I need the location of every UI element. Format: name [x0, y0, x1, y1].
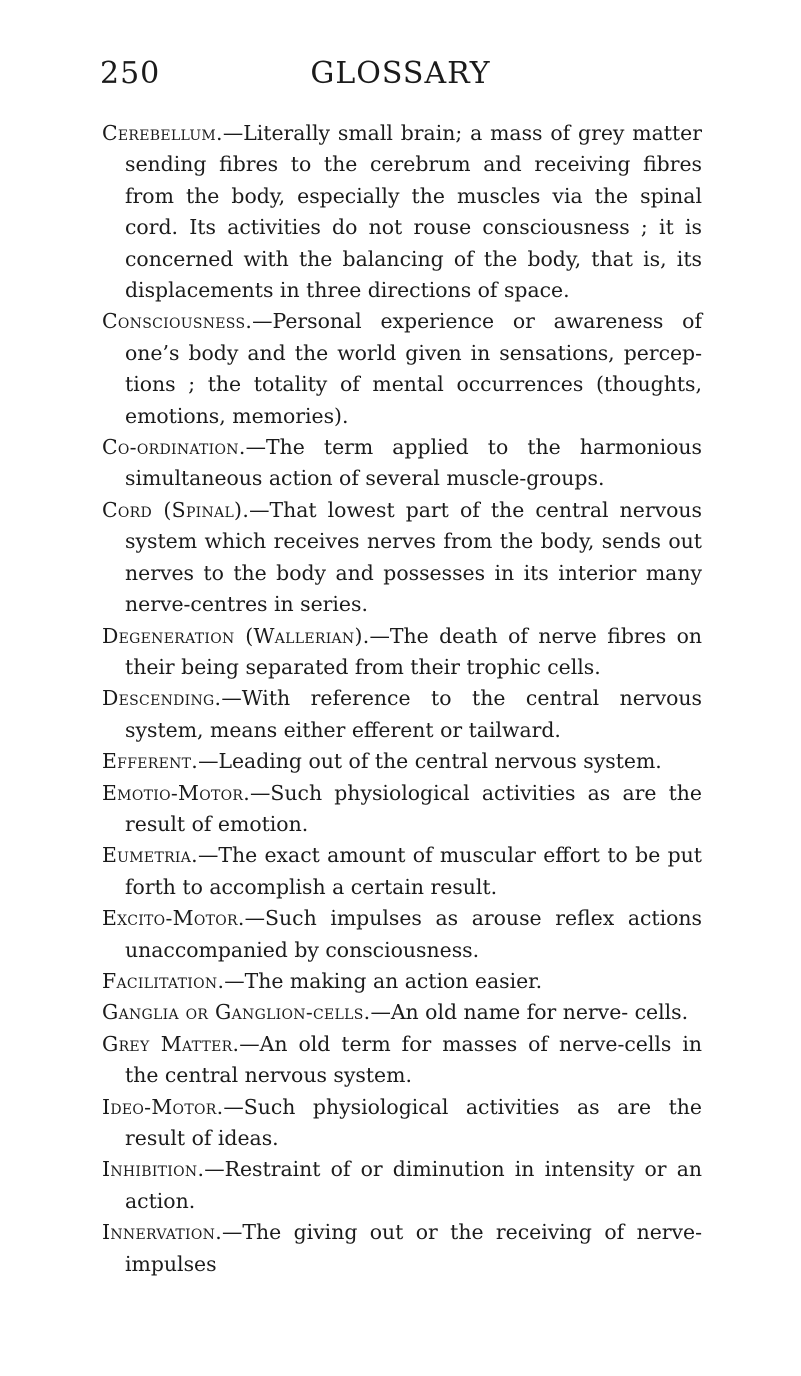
page-title: GLOSSARY — [310, 56, 491, 91]
glossary-entry-emotio-motor — [102, 778, 702, 841]
entry-term: Co-ordination. — [102, 435, 246, 460]
entry-term: Descending. — [102, 686, 222, 711]
glossary-entries — [102, 118, 702, 1280]
entry-term: Excito-Motor. — [102, 906, 245, 931]
glossary-entry-grey-matter — [102, 1029, 702, 1092]
entry-definition: —An old name for nerve- cells. — [370, 1000, 689, 1025]
glossary-entry-degeneration — [102, 621, 702, 684]
entry-term: Ideo-Motor. — [102, 1094, 224, 1119]
entry-term: Emotio-Motor. — [102, 780, 251, 805]
glossary-entry-cord-spinal — [102, 495, 702, 621]
entry-definition: —Restraint of or diminution in intensity or an action. — [125, 1157, 702, 1213]
entry-definition: —Literally small brain; a mass of grey matter sending fibres to the cerebrum and receiving fibres from the body, especially the muscles via the spinal cord. Its activities do not rouse consciousness ; it is concerned with the balancing of the body, that is, its displacements in three directions of space. — [125, 121, 702, 303]
entry-definition: —Leading out of the central nervous system. — [198, 749, 662, 774]
entry-term: Ganglia or Ganglion-cells. — [102, 1000, 371, 1025]
glossary-entry-ganglia — [102, 997, 702, 1028]
entry-term: Eumetria. — [102, 843, 198, 868]
entry-definition: —Such physiological activities as are the result of ideas. — [125, 1094, 702, 1150]
entry-definition: —The giving out or the receiving of nerve- impulses — [125, 1220, 702, 1276]
entry-term: Consciousness. — [102, 309, 253, 334]
glossary-entry-inhibition — [102, 1154, 702, 1217]
entry-definition: —Such impulses as arouse reflex actions unaccompanied by consciousness. — [125, 906, 702, 962]
glossary-entry-cerebellum — [102, 118, 702, 306]
page-number: 250 — [100, 56, 161, 91]
glossary-entry-consciousness — [102, 306, 702, 432]
glossary-entry-excito-motor — [102, 903, 702, 966]
entry-definition: —With reference to the central nervous system, means either efferent or tailward. — [125, 686, 702, 742]
glossary-entry-co-ordination — [102, 432, 702, 495]
entry-term: Cord (Spinal). — [102, 497, 250, 522]
entry-definition: —The term applied to the harmonious simultaneous action of several muscle-groups. — [125, 435, 702, 491]
entry-definition: —The death of nerve fibres on their being separated from their trophic cells. — [125, 623, 703, 679]
glossary-entry-facilitation — [102, 966, 702, 997]
entry-term: Degeneration (Wallerian). — [102, 623, 370, 648]
entry-term: Grey Matter. — [102, 1031, 240, 1056]
glossary-entry-eumetria — [102, 840, 702, 903]
entry-term: Cerebellum. — [102, 121, 223, 145]
glossary-entry-descending — [102, 683, 702, 746]
entry-definition: —The exact amount of muscular effort to be put forth to accomplish a certain result. — [125, 843, 702, 899]
entry-definition: —That lowest part of the central nervous system which receives nerves from the body, sends out nerves to the body and possesses in its interior many nerve-centres in series. — [125, 497, 702, 617]
entry-term: Inhibition. — [102, 1157, 205, 1182]
entry-definition: —The making an action easier. — [224, 968, 543, 993]
glossary-entry-ideo-motor — [102, 1092, 702, 1155]
glossary-entry-efferent — [102, 746, 702, 777]
glossary-entry-innervation — [102, 1217, 702, 1280]
entry-term: Facilitation. — [102, 968, 225, 993]
entry-definition: —Personal experience or awareness of one’s body and the world given in sensations, percep- tions ; the totality of mental occurrences (thoughts, emotions, memories). — [125, 309, 702, 428]
entry-term: Efferent. — [102, 749, 199, 774]
page-header — [100, 52, 701, 96]
entry-definition: —Such physiological activities as are the result of emotion. — [125, 780, 702, 836]
entry-term: Innervation. — [102, 1220, 222, 1245]
entry-definition: —An old term for masses of nerve-cells in the central nervous system. — [125, 1031, 702, 1088]
